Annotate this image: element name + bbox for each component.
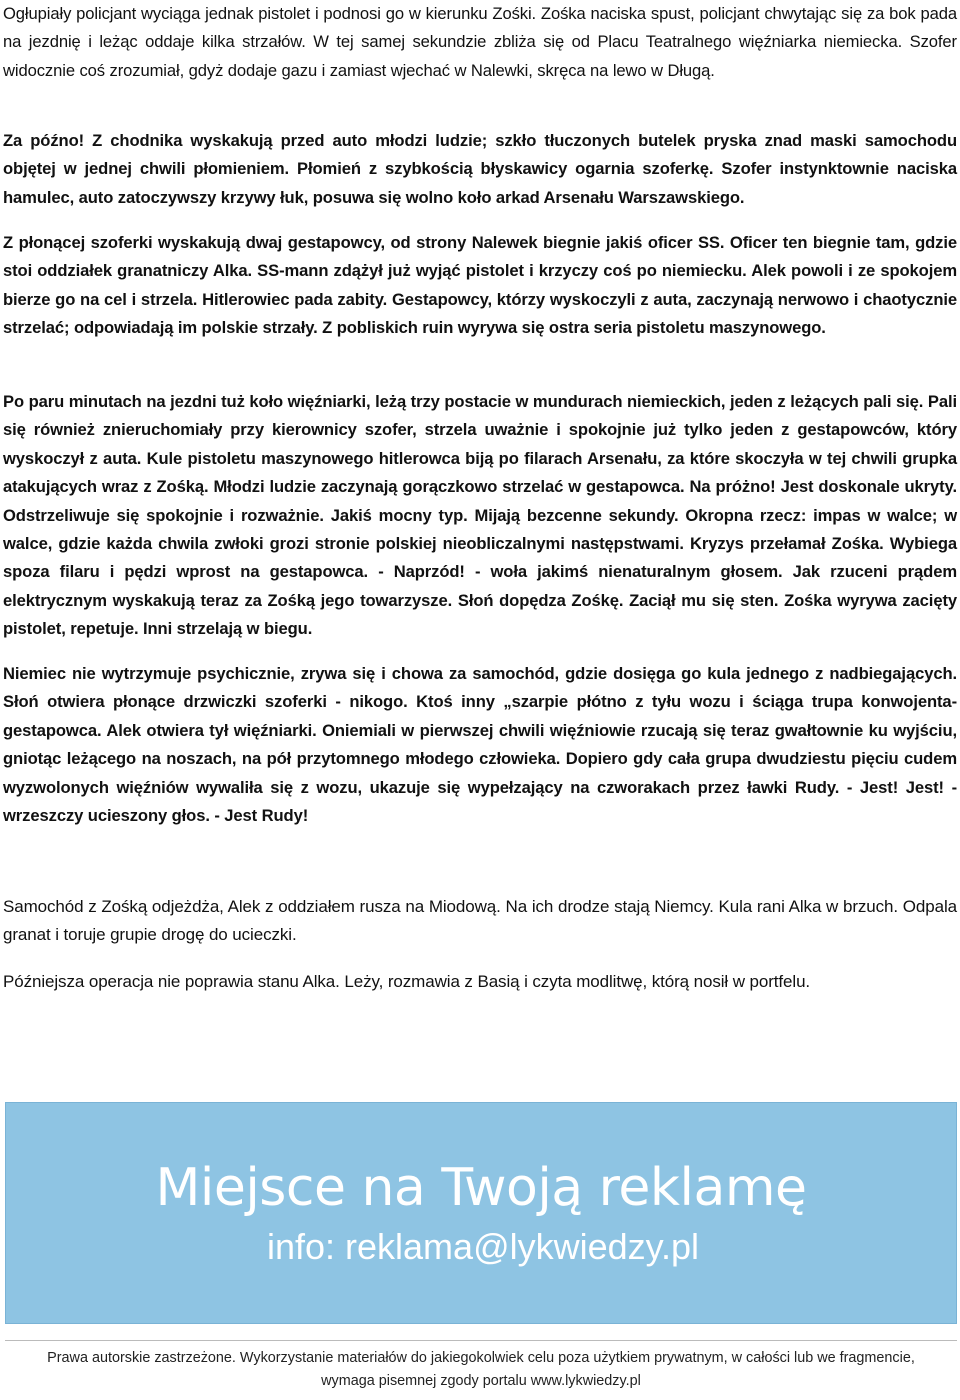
ad-contact: info: reklama@lykwiedzy.pl [266, 1226, 700, 1267]
paragraph-2: Za późno! Z chodnika wyskakują przed auto młodzi ludzie; szkło tłuczonych butelek pryska znad maski samochodu objętej w jednej chwili płomieniem. Płomień z szybkością błyskawicy ogarnia szoferkę. Szofer instynktownie naciska hamulec, auto zatoczywszy krzywy łuk, posuwa się wolno koło arkad Arsenału Warszawskiego. [3, 131, 957, 207]
footer-line-1: Prawa autorskie zastrzeżone. Wykorzystanie materiałów do jakiegokolwiek celu poza użytkiem prywatnym, w całości lub we fragmencie, [47, 1350, 915, 1366]
copyright-footer [5, 1340, 957, 1393]
ad-title: Miejsce na Twoją reklamę [155, 1158, 807, 1218]
advertisement-banner[interactable] [5, 1102, 957, 1324]
paragraph-3: Z płonącej szoferki wyskakują dwaj gestapowcy, od strony Nalewek biegnie jakiś oficer SS. Oficer ten biegnie tam, gdzie stoi oddziałek granatniczy Alka. SS-mann zdążył już wyjąć pistolet i krzyczy coś po niemiecku. Alek powoli i ze spokojem bierze go na cel i strzela. Hitlerowiec pada zabity. Gestapowcy, którzy wyskoczyli z auta, zaczynają nerwowo i chaotycznie strzelać; odpowiadają im polskie strzały. Z pobliskich ruin wyrywa się ostra seria pistoletu maszynowego. [3, 233, 957, 338]
paragraph-1: Ogłupiały policjant wyciąga jednak pistolet i podnosi go w kierunku Zośki. Zośka naciska spust, policjant chwytając się za bok pada na jezdnię i leżąc oddaje kilka strzałów. W tej samej sekundzie zbliża się od Placu Teatralnego więźniarka niemiecka. Szofer widocznie coś zrozumiał, gdyż dodaje gazu i zamiast wjechać w Nalewki, skręca na lewo w Długą. [3, 4, 957, 80]
paragraph-6: Samochód z Zośką odjeżdża, Alek z oddziałem rusza na Miodową. Na ich drodze stają Niemcy. Kula rani Alka w brzuch. Odpala granat i toruje grupie drogę do ucieczki. [3, 897, 957, 945]
paragraph-4: Po paru minutach na jezdni tuż koło więźniarki, leżą trzy postacie w mundurach niemieckich, jeden z leżących pali się. Pali się również znieruchomiały przy kierownicy szofer, strzela uważnie i spokojnie już tylko jeden z gestapowców, który wyskoczył z auta. Kule pistoletu maszynowego hitlerowca biją po filarach Arsenału, za które skoczyła w tej chwili grupka atakujących wraz z Zośką. Młodzi ludzie zaczynają gorączkowo strzelać w gestapowca. Na próżno! Jest doskonale ukryty. Odstrzeliwuje się spokojnie i rozważnie. Jakiś mocny typ. Mijają bezcenne sekundy. Okropna rzecz: impas w walce; w walce, gdzie każda chwila zwłoki grozi stronie polskiej nieobliczalnymi następstwami. Kryzys przełamał Zośka. Wybiega spoza filaru i pędzi wprost na gestapowca. - Naprzód! - woła jakimś nienaturalnym głosem. Jak rzuceni prądem elektrycznym wyskakują teraz za Zośką jego towarzysze. Słoń dopędza Zośkę. Zaciął mu się sten. Zośka wyrywa zacięty pistolet, repetuje. Inni strzelają w biegu. [3, 392, 957, 639]
paragraph-7: Późniejsza operacja nie poprawia stanu Alka. Leży, rozmawia z Basią i czyta modlitwę, którą nosił w portfelu. [3, 972, 811, 991]
paragraph-5: Niemiec nie wytrzymuje psychicznie, zrywa się i chowa za samochód, gdzie dosięga go kula jednego z nadbiegających. Słoń otwiera płonące drzwiczki szoferki - nikogo. Ktoś inny „szarpie płótno z tyłu wozu i ściąga trupa konwojenta- gestapowca. Alek otwiera tył więźniarki. Oniemiali w pierwszej chwili więźniowie rzucają się teraz gwałtownie ku wyjściu, gniotąc leżącego na noszach, na pół przytomnego młodego człowieka. Dopiero gdy cała grupa dwudziestu pięciu cudem wyzwolonych więźniów wywaliła się z wozu, ukazuje się wypełzający na czworakach przez ławki Rudy. - Jest! Jest! - wrzeszczy ucieszony głos. - Jest Rudy! [3, 664, 957, 826]
footer-line-2: wymaga pisemnej zgody portalu www.lykwiedzy.pl [321, 1373, 641, 1389]
